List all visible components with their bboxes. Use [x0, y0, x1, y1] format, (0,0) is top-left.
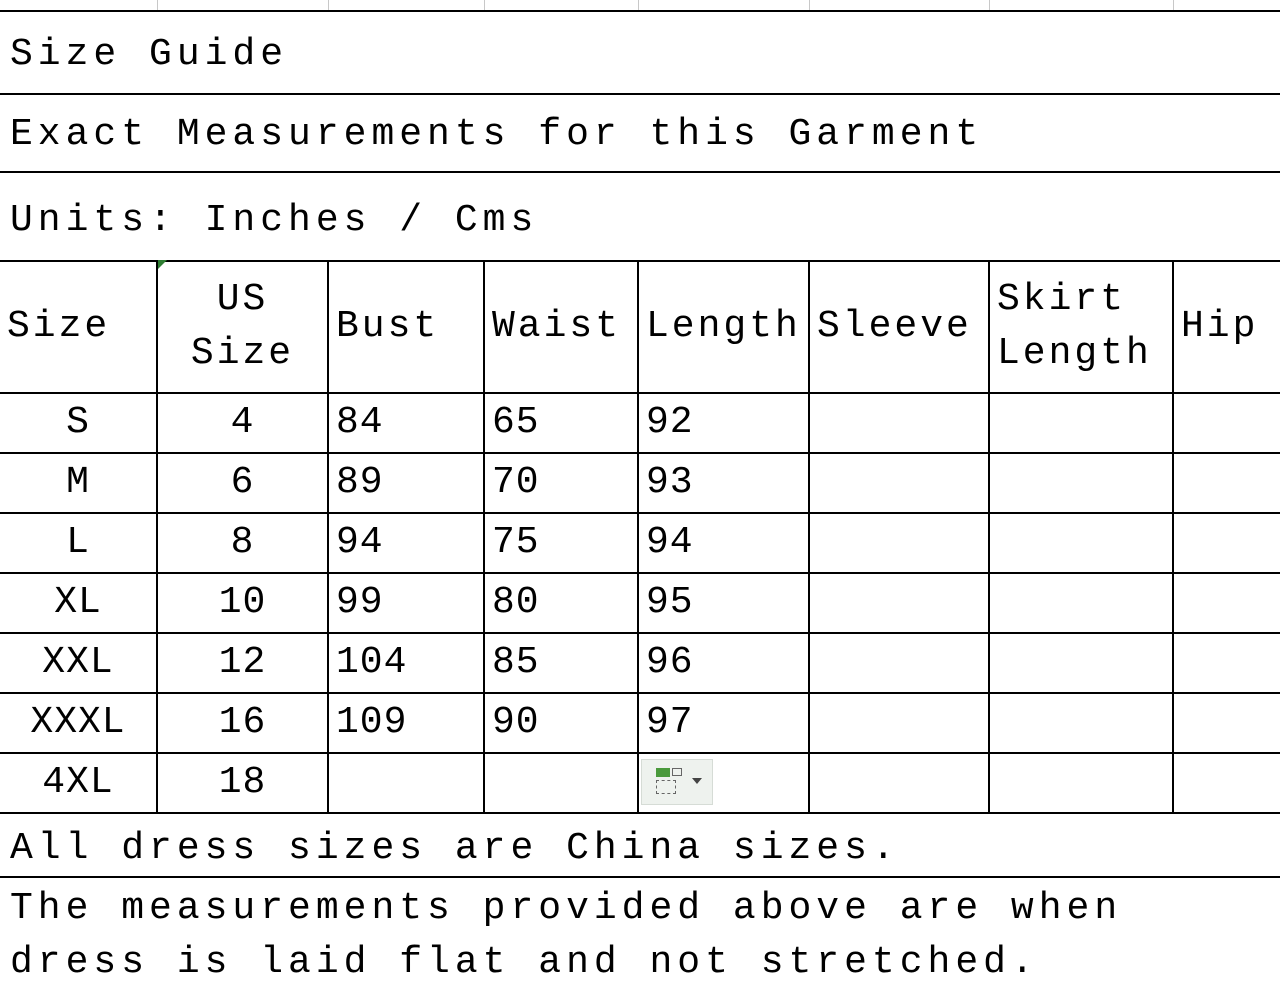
table-row — [0, 633, 1280, 693]
cell-bust[interactable]: 99 — [328, 573, 484, 633]
cell-size[interactable]: L — [0, 513, 157, 573]
cell-waist[interactable] — [484, 753, 638, 813]
table-row — [0, 753, 1280, 813]
cell-sleeve[interactable] — [809, 573, 989, 633]
cell-bust[interactable]: 89 — [328, 453, 484, 513]
cell-sleeve[interactable] — [809, 693, 989, 753]
cell-us-size[interactable]: 6 — [157, 453, 328, 513]
cell-hip[interactable] — [1173, 573, 1280, 633]
grid-stub — [809, 0, 810, 10]
cell-skirt-length[interactable] — [989, 393, 1173, 453]
cell-skirt-length[interactable] — [989, 513, 1173, 573]
size-guide-sheet — [0, 10, 1280, 994]
size-guide-title[interactable]: Size Guide — [0, 10, 1280, 93]
grid-stub — [1173, 0, 1174, 10]
cell-skirt-length[interactable] — [989, 453, 1173, 513]
cell-us-size[interactable]: 18 — [157, 753, 328, 813]
header-us-size[interactable]: US Size — [157, 261, 328, 393]
table-row — [0, 453, 1280, 513]
cell-waist[interactable]: 80 — [484, 573, 638, 633]
note-china-sizes[interactable]: All dress sizes are China sizes. — [10, 827, 900, 870]
cell-size[interactable]: 4XL — [0, 753, 157, 813]
grid-stub — [484, 0, 485, 10]
cell-waist[interactable]: 85 — [484, 633, 638, 693]
cell-skirt-length[interactable] — [989, 693, 1173, 753]
cell-hip[interactable] — [1173, 693, 1280, 753]
cell-skirt-length[interactable] — [989, 633, 1173, 693]
cell-size[interactable]: XXL — [0, 633, 157, 693]
cell-bust[interactable] — [328, 753, 484, 813]
paste-options-icon[interactable] — [641, 759, 713, 805]
cell-length[interactable]: 96 — [638, 633, 809, 693]
cell-us-size[interactable]: 12 — [157, 633, 328, 693]
cell-length[interactable]: 93 — [638, 453, 809, 513]
header-waist[interactable]: Waist — [484, 261, 638, 393]
header-sleeve[interactable]: Sleeve — [809, 261, 989, 393]
table-header-row — [0, 261, 1280, 393]
table-row — [0, 693, 1280, 753]
measurements-subtitle[interactable]: Exact Measurements for this Garment — [0, 93, 1280, 171]
cell-comment-marker — [158, 260, 167, 269]
cell-length[interactable]: 95 — [638, 573, 809, 633]
cell-skirt-length[interactable] — [989, 753, 1173, 813]
cell-sleeve[interactable] — [809, 753, 989, 813]
cell-hip[interactable] — [1173, 453, 1280, 513]
cell-waist[interactable]: 75 — [484, 513, 638, 573]
cell-hip[interactable] — [1173, 393, 1280, 453]
cell-hip[interactable] — [1173, 513, 1280, 573]
cell-bust[interactable]: 94 — [328, 513, 484, 573]
cell-sleeve[interactable] — [809, 513, 989, 573]
cell-sleeve[interactable] — [809, 393, 989, 453]
cell-waist[interactable]: 90 — [484, 693, 638, 753]
grid-stub — [328, 0, 329, 10]
cell-us-size[interactable]: 4 — [157, 393, 328, 453]
size-table — [0, 260, 1280, 814]
cell-size[interactable]: M — [0, 453, 157, 513]
note-measurements[interactable]: The measurements provided above are when dress is laid flat and not stretched. — [0, 876, 1280, 994]
cell-us-size[interactable]: 10 — [157, 573, 328, 633]
cell-us-size[interactable]: 16 — [157, 693, 328, 753]
cell-waist[interactable]: 70 — [484, 453, 638, 513]
header-bust[interactable]: Bust — [328, 261, 484, 393]
cell-size[interactable]: XL — [0, 573, 157, 633]
cell-skirt-length[interactable] — [989, 573, 1173, 633]
cell-bust[interactable]: 84 — [328, 393, 484, 453]
cell-bust[interactable]: 109 — [328, 693, 484, 753]
cell-size[interactable]: S — [0, 393, 157, 453]
cell-hip[interactable] — [1173, 633, 1280, 693]
header-hip[interactable]: Hip — [1173, 261, 1280, 393]
cell-length[interactable]: 97 — [638, 693, 809, 753]
header-size[interactable]: Size — [0, 261, 157, 393]
cell-bust[interactable]: 104 — [328, 633, 484, 693]
cell-size[interactable]: XXXL — [0, 693, 157, 753]
table-row — [0, 393, 1280, 453]
cell-length[interactable]: 94 — [638, 513, 809, 573]
cell-us-size[interactable]: 8 — [157, 513, 328, 573]
cell-length[interactable] — [638, 753, 809, 813]
cell-length[interactable]: 92 — [638, 393, 809, 453]
grid-stub — [638, 0, 639, 10]
units-line[interactable]: Units: Inches / Cms — [0, 171, 1280, 260]
cell-sleeve[interactable] — [809, 633, 989, 693]
grid-stub — [989, 0, 990, 10]
header-skirt-length[interactable]: Skirt Length — [989, 261, 1173, 393]
grid-stub — [157, 0, 158, 10]
cell-hip[interactable] — [1173, 753, 1280, 813]
header-length[interactable]: Length — [638, 261, 809, 393]
cell-sleeve[interactable] — [809, 453, 989, 513]
cell-waist[interactable]: 65 — [484, 393, 638, 453]
table-row — [0, 573, 1280, 633]
top-row-strip — [0, 0, 1280, 10]
table-row — [0, 513, 1280, 573]
